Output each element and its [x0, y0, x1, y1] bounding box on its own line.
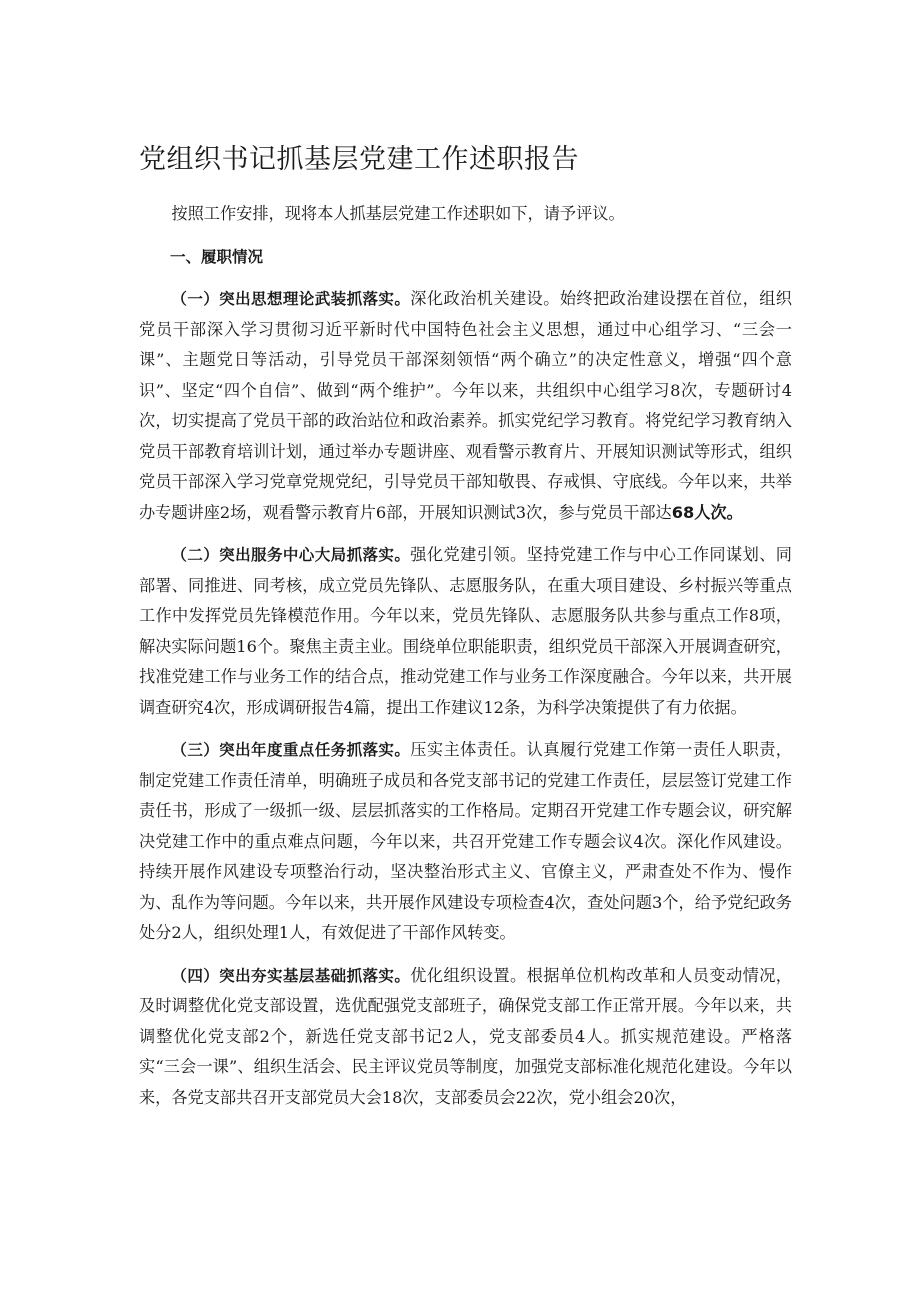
paragraph-heading: （四）突出夯实基层基础抓落实。 — [171, 966, 411, 985]
paragraph-text: 强化党建引领。坚持党建工作与中心工作同谋划、同部署、同推进、同考核，成立党员先锋队、志愿服务队，在重大项目建设、乡村振兴等重点工作中发挥党员先锋模范作用。今年以来，党员先锋队、志愿服务队共参与重点工作8项，解决实际问题16个。聚焦主责主业。围绕单位职能职责，组织党员干部深入开展调查研究，找准党建工作与业务工作的结合点，推动党建工作与业务工作深度融合。今年以来，共开展调查研究4次，形成调研报告4篇，提出工作建议12条，为科学决策提供了有力依据。 — [139, 545, 792, 717]
paragraph-heading: （三）突出年度重点任务抓落实。 — [171, 741, 411, 759]
paragraph-tail: 68人次。 — [671, 502, 743, 522]
document-body — [139, 199, 792, 1125]
paragraph-text: 深化政治机关建设。始终把政治建设摆在首位，组织党员干部深入学习贯彻习近平新时代中国特色社会主义思想，通过中心组学习、“三会一课”、主题党日等活动，引导党员干部深刻领悟“两个确立”的决定性意义，增强“四个意识”、坚定“四个自信”、做到“两个维护”。今年以来，共组织中心组学习8次，专题研讨4次，切实提高了党员干部的政治站位和政治素养。抓实党纪学习教育。将党纪学习教育纳入党员干部教育培训计划，通过举办专题讲座、观看警示教育片、开展知识测试等形式，组织党员干部深入学习党章党规党纪，引导党员干部知敬畏、存戒惧、守底线。今年以来，共举办专题讲座2场，观看警示教育片6部，开展知识测试3次，参与党员干部达 — [139, 289, 792, 522]
paragraph-service — [139, 540, 792, 723]
paragraph-key-tasks — [139, 735, 792, 949]
document-title: 党组织书记抓基层党建工作述职报告 — [139, 144, 579, 175]
paragraph-grassroots — [139, 961, 792, 1114]
paragraph-heading: （二）突出服务中心大局抓落实。 — [171, 546, 411, 564]
paragraph-text: 优化组织设置。根据单位机构改革和人员变动情况，及时调整优化党支部设置，选优配强党支部班子，确保党支部工作正常开展。今年以来，共调整优化党支部2个，新选任党支部书记2人，党支部委员4人。抓实规范建设。严格落实“三会一课”、组织生活会、民主评议党员等制度，加强党支部标准化规范化建设。今年以来，各党支部共召开支部党员大会18次，支部委员会22次，党小组会20次， — [139, 965, 792, 1107]
section-heading-performance: 一、履职情况 — [170, 247, 264, 266]
paragraph-heading: （一）突出思想理论武装抓落实。 — [171, 290, 411, 308]
paragraph-ideology — [139, 284, 792, 528]
paragraph-text: 压实主体责任。认真履行党建工作第一责任人职责，制定党建工作责任清单，明确班子成员和各党支部书记的党建工作责任，层层签订党建工作责任书，形成了一级抓一级、层层抓落实的工作格局。定期召开党建工作专题会议，研究解决党建工作中的重点难点问题，今年以来，共召开党建工作专题会议4次。深化作风建设。持续开展作风建设专项整治行动，坚决整治形式主义、官僚主义，严肃查处不作为、慢作为、乱作为等问题。今年以来，共开展作风建设专项检查4次，查处问题3个，给予党纪政务处分2人，组织处理1人，有效促进了干部作风转变。 — [139, 740, 792, 942]
intro-paragraph: 按照工作安排，现将本人抓基层党建工作述职如下，请予评议。 — [171, 204, 625, 223]
